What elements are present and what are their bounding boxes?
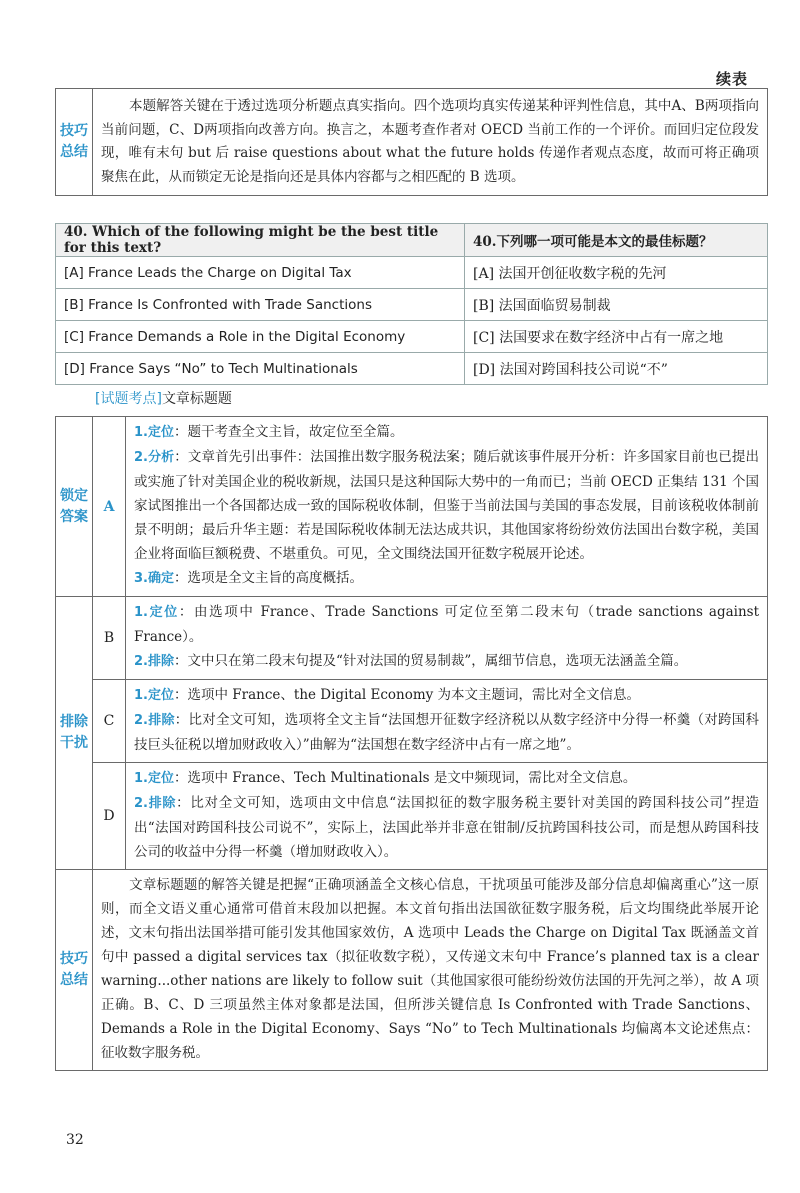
distractor-letter: B (93, 597, 126, 680)
tip-box-top (55, 88, 768, 196)
option-en: [C] France Demands a Role in the Digital Economy (56, 321, 465, 353)
answer-letter: A (93, 417, 126, 597)
option-zh: [B] 法国面临贸易制裁 (465, 289, 768, 321)
tip-text-top: 本题解答关键在于透过选项分析题点真实指向。四个选项均真实传递某种评判性信息，其中A、B两项指向当前问题，C、D两项指向改善方向。换言之，本题考查作者对 OECD 当前工作的一个评价。而回归定位段发现，唯有末句 but 后 raise questions about what the future holds 传递作者观点态度，故而可将正确项聚焦在此，从而锁定无论是指向还是具体内容都与之相匹配的 B 选项。 (93, 89, 768, 196)
tip-row-bottom (56, 870, 768, 1071)
option-row (56, 353, 768, 385)
distractor-letter: D (93, 763, 126, 870)
distractor-row (56, 597, 768, 680)
question-header-row (56, 224, 768, 257)
option-en: [D] France Says “No” to Tech Multinationals (56, 353, 465, 385)
distractor-content (126, 680, 768, 763)
continued-label: 续表 (715, 70, 748, 88)
question-table (55, 223, 768, 385)
answer-item: 2.分析：文章首先引出事件：法国推出数字服务税法案；随后就该事件展开分析：许多国家目前也已提出或实施了针对美国企业的税收新规，法国只是这种国际大势中的一角而已；当前 OECD 正集结 131 个国家试图推出一个各国都达成一致的国际税收体制，但鉴于当前法国与美国的事态发展，目前该税收体制前景不明朗；最后升华主题：若是国际税收体制无法达成共识，其他国家将纷纷效仿法国出台数字税，美国企业将面临巨额税费、不堪重负。可见，全文围绕法国开征数字税展开论述。 (134, 449, 760, 562)
tip-label-top: 技巧 总结 (56, 89, 93, 196)
answer-content (126, 417, 768, 597)
option-en: [B] France Is Confronted with Trade Sanctions (56, 289, 465, 321)
distractor-letter: C (93, 680, 126, 763)
distractor-item: 2.排除：比对全文可知，选项由文中信息“法国拟征的数字服务税主要针对美国的跨国科技公司”捏造出“法国对跨国科技公司说不”，实际上，法国此举并非意在钳制/反抗跨国科技公司，而是想从跨国科技公司的收益中分得一杯羹（增加财政收入）。 (134, 795, 760, 860)
answer-label: 锁定 答案 (56, 417, 93, 597)
distractor-content (126, 763, 768, 870)
distractor-row (56, 763, 768, 870)
tip-text-bottom: 文章标题题的解答关键是把握“正确项涵盖全文核心信息，干扰项虽可能涉及部分信息却偏离重心”这一原则，而全文语义重心通常可借首末段加以把握。本文首句指出法国欲征数字服务税，后文均围绕此举展开论述，文末句指出法国举措可能引发其他国家效仿，A 选项中 Leads the Charge on Digital Tax 既涵盖文首句中 passed a digital services tax（拟征收数字税），又传递文末句中 France’s planned tax is a clear warning...other nations are likely to follow suit（其他国家很可能纷纷效仿法国的开先河之举），故 A 项正确。B、C、D 三项虽然主体对象都是法国，但所涉关键信息 Is Confronted with Trade Sanctions、Demands a Role in the Digital Economy、Says “No” to Tech Multinationals 均偏离本文论述焦点：征收数字服务税。 (93, 870, 768, 1071)
distractor-item: 2.排除：比对全文可知，选项将全文主旨“法国想开征数字经济税以从数字经济中分得一杯羹（对跨国科技巨头征税以增加财政收入）”曲解为“法国想在数字经济中占有一席之地”。 (134, 712, 760, 753)
answer-row (56, 417, 768, 597)
answer-item: 1.定位：题干考查全文主旨，故定位至全篇。 (134, 424, 404, 440)
option-zh: [A] 法国开创征收数字税的先河 (465, 257, 768, 289)
option-zh: [D] 法国对跨国科技公司说“不” (465, 353, 768, 385)
option-en: [A] France Leads the Charge on Digital Tax (56, 257, 465, 289)
page-number: 32 (66, 1132, 84, 1148)
answer-item: 3.确定：选项是全文主旨的高度概括。 (134, 570, 363, 586)
distractor-item: 2.排除：文中只在第二段末句提及“针对法国的贸易制裁”，属细节信息，选项无法涵盖全篇。 (134, 653, 688, 669)
analysis-table (55, 416, 768, 1071)
option-row (56, 257, 768, 289)
distractor-item: 1.定位：选项中 France、Tech Multinationals 是文中频现词，需比对全文信息。 (134, 770, 637, 786)
option-row (56, 321, 768, 353)
question-zh: 40.下列哪一项可能是本文的最佳标题？ (465, 224, 768, 257)
distractor-label: 排除 干扰 (56, 597, 93, 870)
test-point-text: 文章标题题 (161, 391, 232, 407)
test-point-tag: [试题考点] (95, 391, 162, 407)
test-point (95, 388, 232, 408)
distractor-item: 1.定位：选项中 France、the Digital Economy 为本文主题词，需比对全文信息。 (134, 687, 641, 703)
question-en: 40. Which of the following might be the best title for this text? (56, 224, 465, 257)
distractor-item: 1.定位：由选项中 France、Trade Sanctions 可定位至第二段末句（trade sanctions against France）。 (134, 604, 759, 645)
distractor-content (126, 597, 768, 680)
tip-label-bottom: 技巧 总结 (56, 870, 93, 1071)
distractor-row (56, 680, 768, 763)
option-zh: [C] 法国要求在数字经济中占有一席之地 (465, 321, 768, 353)
option-row (56, 289, 768, 321)
